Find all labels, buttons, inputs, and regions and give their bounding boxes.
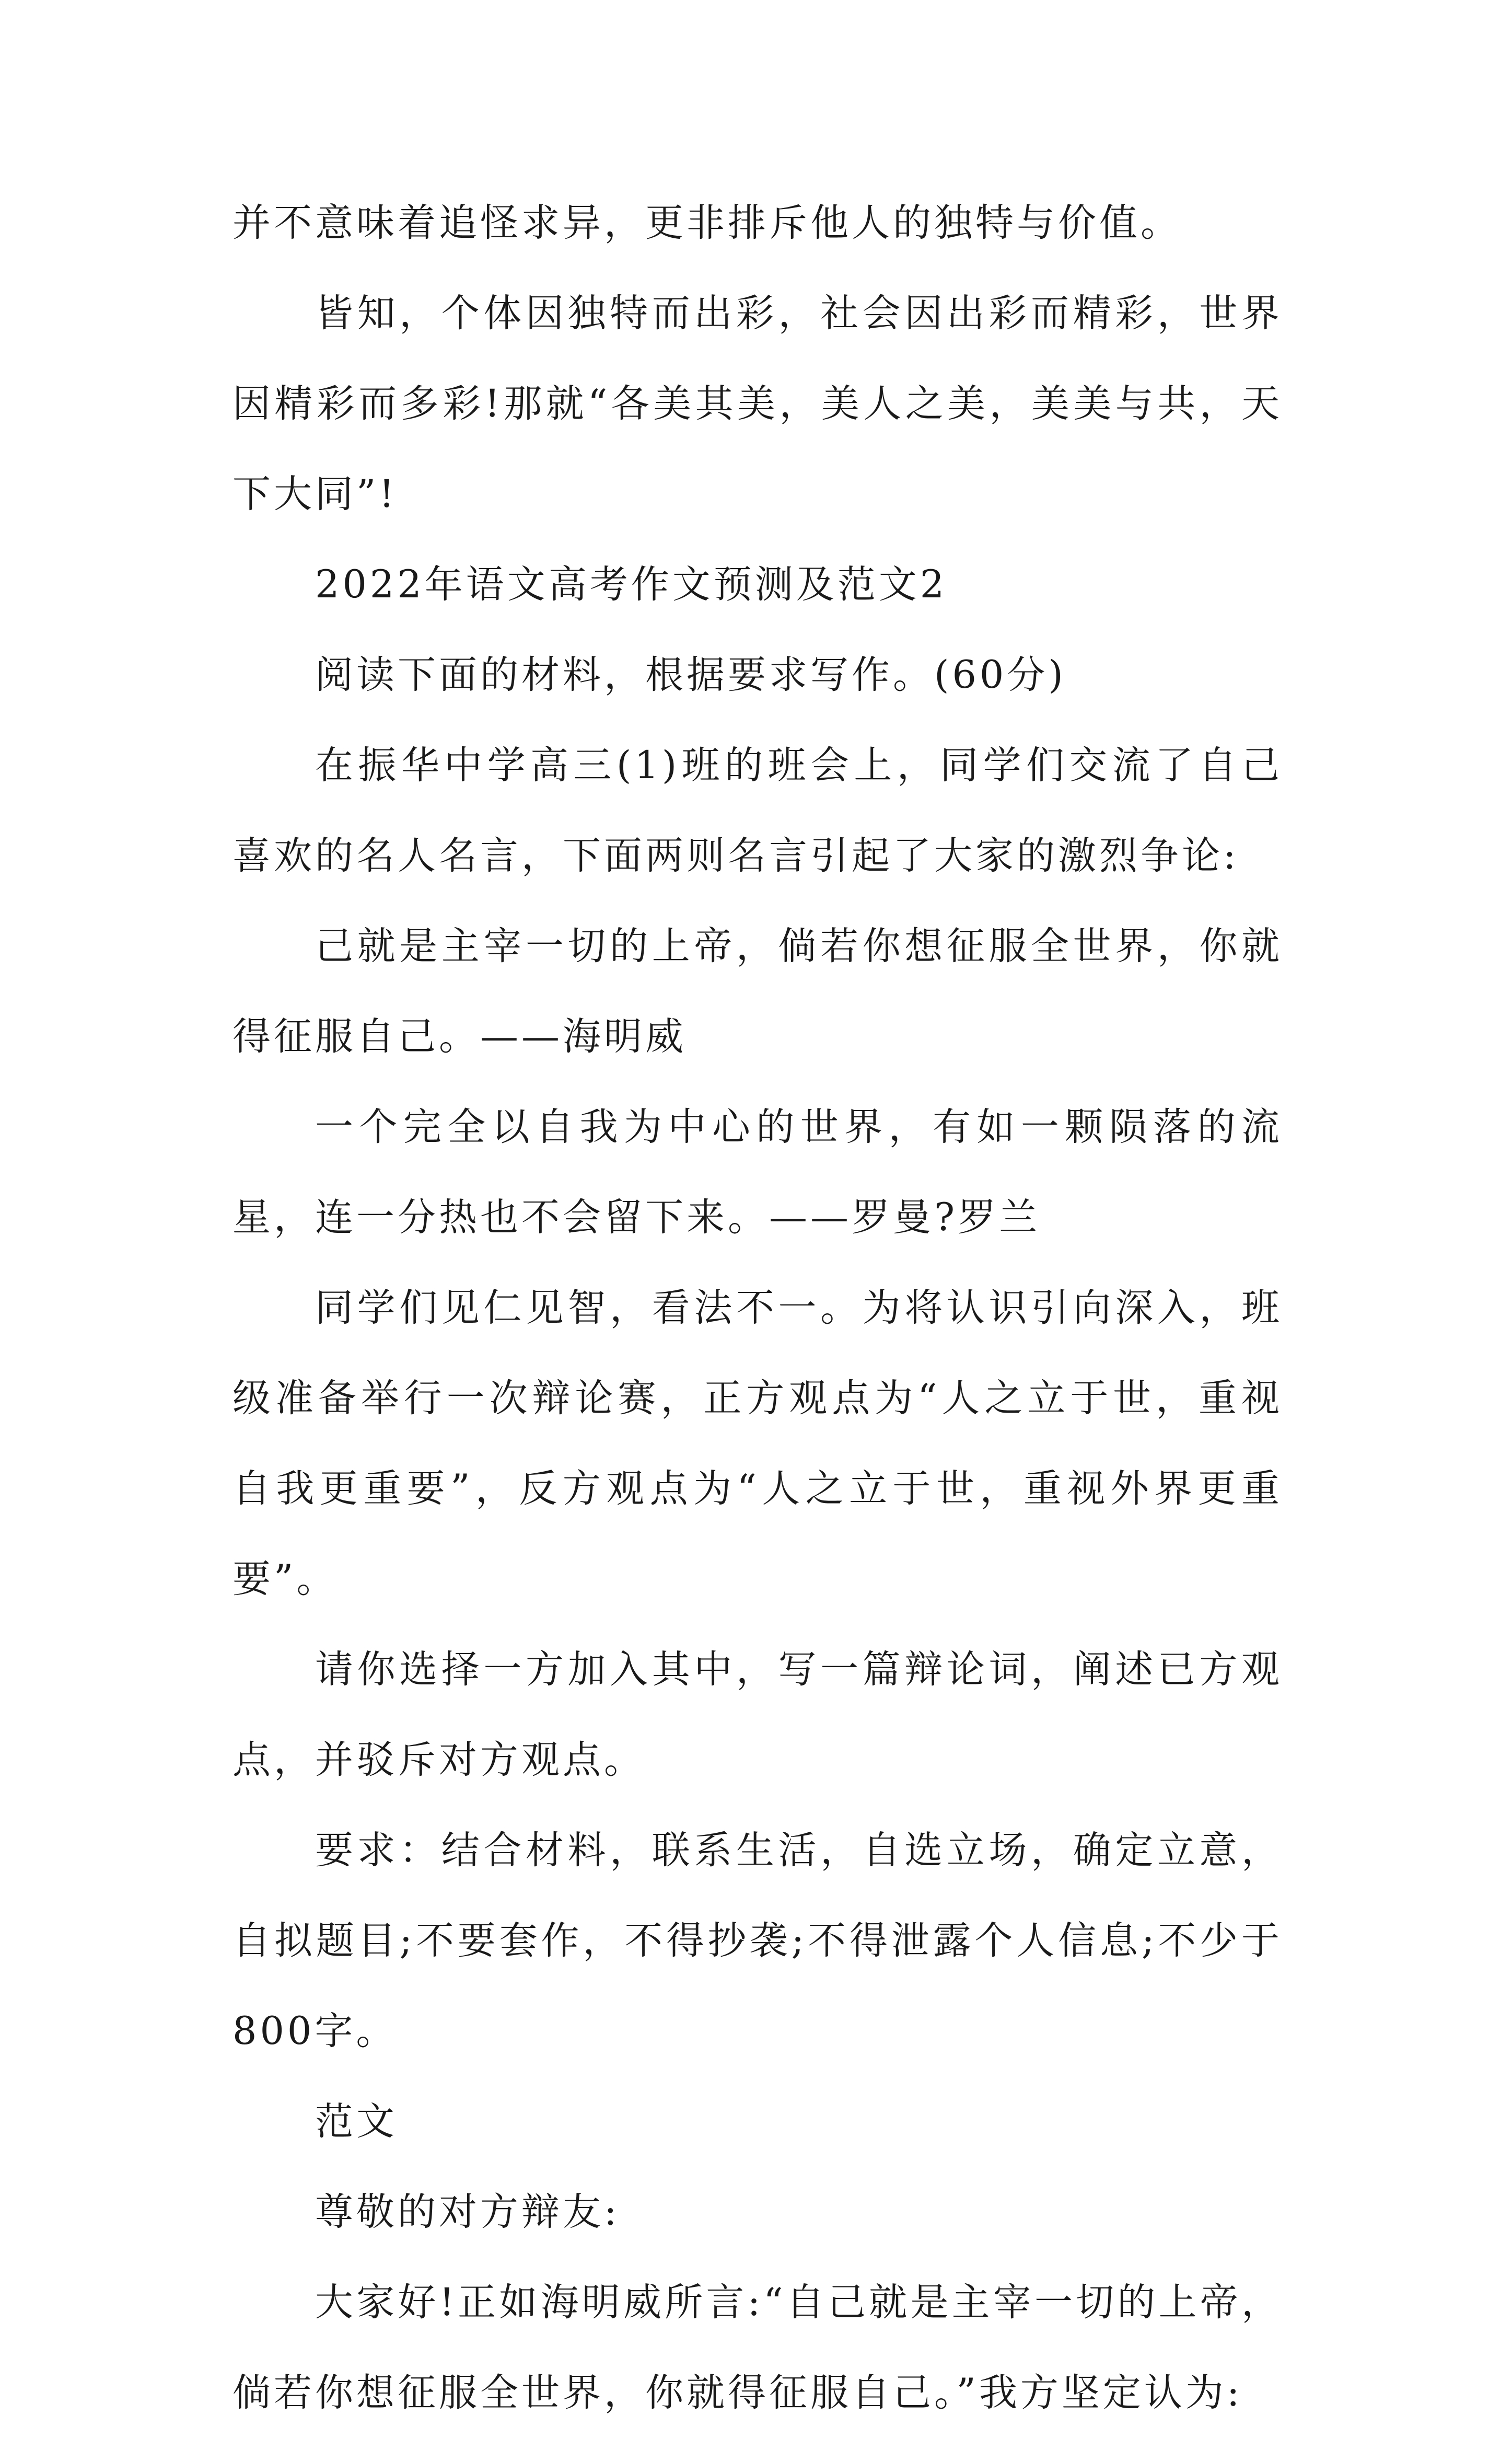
paragraph-debate: 同学们见仁见智，看法不一。为将认识引向深入，班级准备举行一次辩论赛，正方观点为“人之立于世，重视自我更重要”，反方观点为“人之立于世，重视外界更重要”。 [232, 1286, 1283, 1601]
essay-label: 范文 [315, 2099, 398, 2144]
paragraph-2: 皆知，个体因独特而出彩，社会因出彩而精彩，世界因精彩而多彩!那就“各美其美，美人之美，美美与共，天下大同”! [232, 291, 1283, 516]
quote-hemingway: 己就是主宰一切的上帝，倘若你想征服全世界，你就得征服自己。——海明威 [232, 924, 1283, 1059]
essay-opening: 大家好!正如海明威所言:“自己就是主宰一切的上帝，倘若你想征服全世界，你就得征服自己。”我方坚定认为: [232, 2280, 1283, 2415]
paragraph-task: 请你选择一方加入其中，写一篇辩论词，阐述已方观点，并驳斥对方观点。 [232, 1647, 1283, 1782]
essay-salutation: 尊敬的对方辩友: [315, 2190, 620, 2234]
paragraph-instruction: 阅读下面的材料，根据要求写作。(60分) [315, 653, 1066, 697]
section-heading: 2022年语文高考作文预测及范文2 [315, 562, 948, 607]
paragraph-material: 在振华中学高三(1)班的班会上，同学们交流了自己喜欢的名人名言，下面两则名言引起了大家的激烈争论: [232, 743, 1283, 878]
document-body [232, 178, 1283, 2438]
paragraph-1: 并不意味着追怪求异，更非排斥他人的独特与价值。 [232, 201, 1182, 245]
quote-rolland: 一个完全以自我为中心的世界，有如一颗陨落的流星，连一分热也不会留下来。——罗曼?罗兰 [232, 1105, 1283, 1240]
paragraph-requirements: 要求：结合材料，联系生活，自选立场，确定立意，自拟题目;不要套作，不得抄袭;不得泄露个人信息;不少于800字。 [232, 1828, 1283, 2053]
